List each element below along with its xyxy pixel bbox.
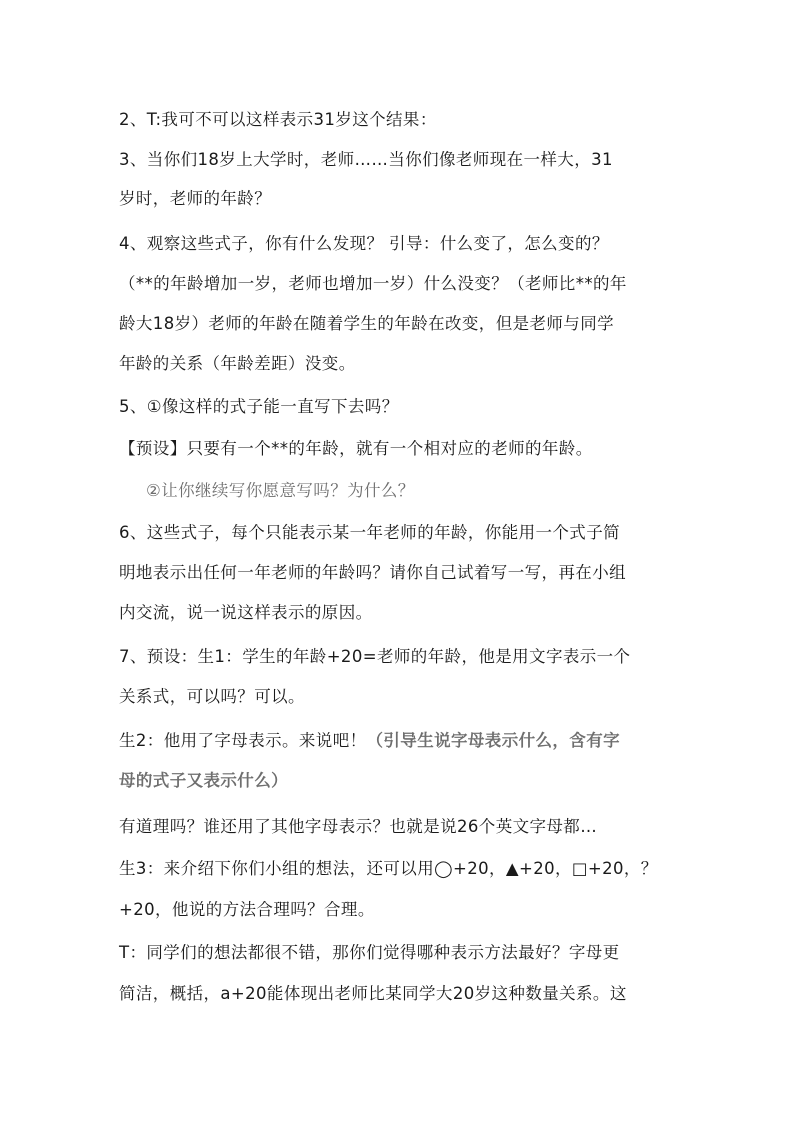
text-line-16 bbox=[119, 729, 620, 753]
text-line-17: 母的式子又表示什么） bbox=[119, 771, 288, 790]
text-line-16-note: （引导生说字母表示什么，含有字 bbox=[366, 731, 620, 750]
text-line-9: 【预设】只要有一个**的年龄，就有一个相对应的老师的年龄。 bbox=[119, 439, 593, 458]
text-line-14: 7、预设：生1：学生的年龄+20=老师的年龄，他是用文字表示一个 bbox=[119, 647, 631, 666]
text-line-8: 5、①像这样的式子能一直写下去吗？ bbox=[119, 397, 399, 416]
text-line-22: 简洁，概括，a+20能体现出老师比某同学大20岁这种数量关系。这 bbox=[119, 984, 627, 1003]
text-line-1: 2、T:我可不可以这样表示31岁这个结果： bbox=[119, 110, 437, 129]
text-line-15: 关系式，可以吗？可以。 bbox=[119, 687, 305, 706]
text-line-11: 6、这些式子，每个只能表示某一年老师的年龄，你能用一个式子简 bbox=[119, 523, 620, 542]
text-line-2: 3、当你们18岁上大学时，老师……当你们像老师现在一样大，31 bbox=[119, 150, 613, 169]
text-line-5: （**的年龄增加一岁，老师也增加一岁）什么没变？（老师比**的年 bbox=[119, 274, 627, 293]
text-line-16-main: 生2：他用了字母表示。来说吧！ bbox=[119, 731, 367, 750]
text-line-7: 年龄的关系（年龄差距）没变。 bbox=[119, 354, 356, 373]
text-line-21: T：同学们的想法都很不错，那你们觉得哪种表示方法最好？字母更 bbox=[119, 943, 620, 962]
text-line-6: 龄大18岁）老师的年龄在随着学生的年龄在改变，但是老师与同学 bbox=[119, 314, 614, 333]
text-line-3: 岁时，老师的年龄？ bbox=[119, 189, 272, 208]
text-line-4: 4、观察这些式子，你有什么发现？ 引导：什么变了，怎么变的？ bbox=[119, 234, 609, 253]
text-line-12: 明地表示出任何一年老师的年龄吗？请你自己试着写一写，再在小组 bbox=[119, 563, 626, 582]
text-line-18: 有道理吗？谁还用了其他字母表示？也就是说26个英文字母都… bbox=[119, 817, 598, 836]
text-line-13: 内交流，说一说这样表示的原因。 bbox=[119, 603, 373, 622]
text-line-10: ②让你继续写你愿意写吗？为什么？ bbox=[146, 481, 415, 500]
text-line-20: +20，他说的方法合理吗？合理。 bbox=[119, 900, 375, 919]
text-line-19: 生3：来介绍下你们小组的想法，还可以用◯+20，▲+20，□+20，？ bbox=[119, 859, 658, 878]
